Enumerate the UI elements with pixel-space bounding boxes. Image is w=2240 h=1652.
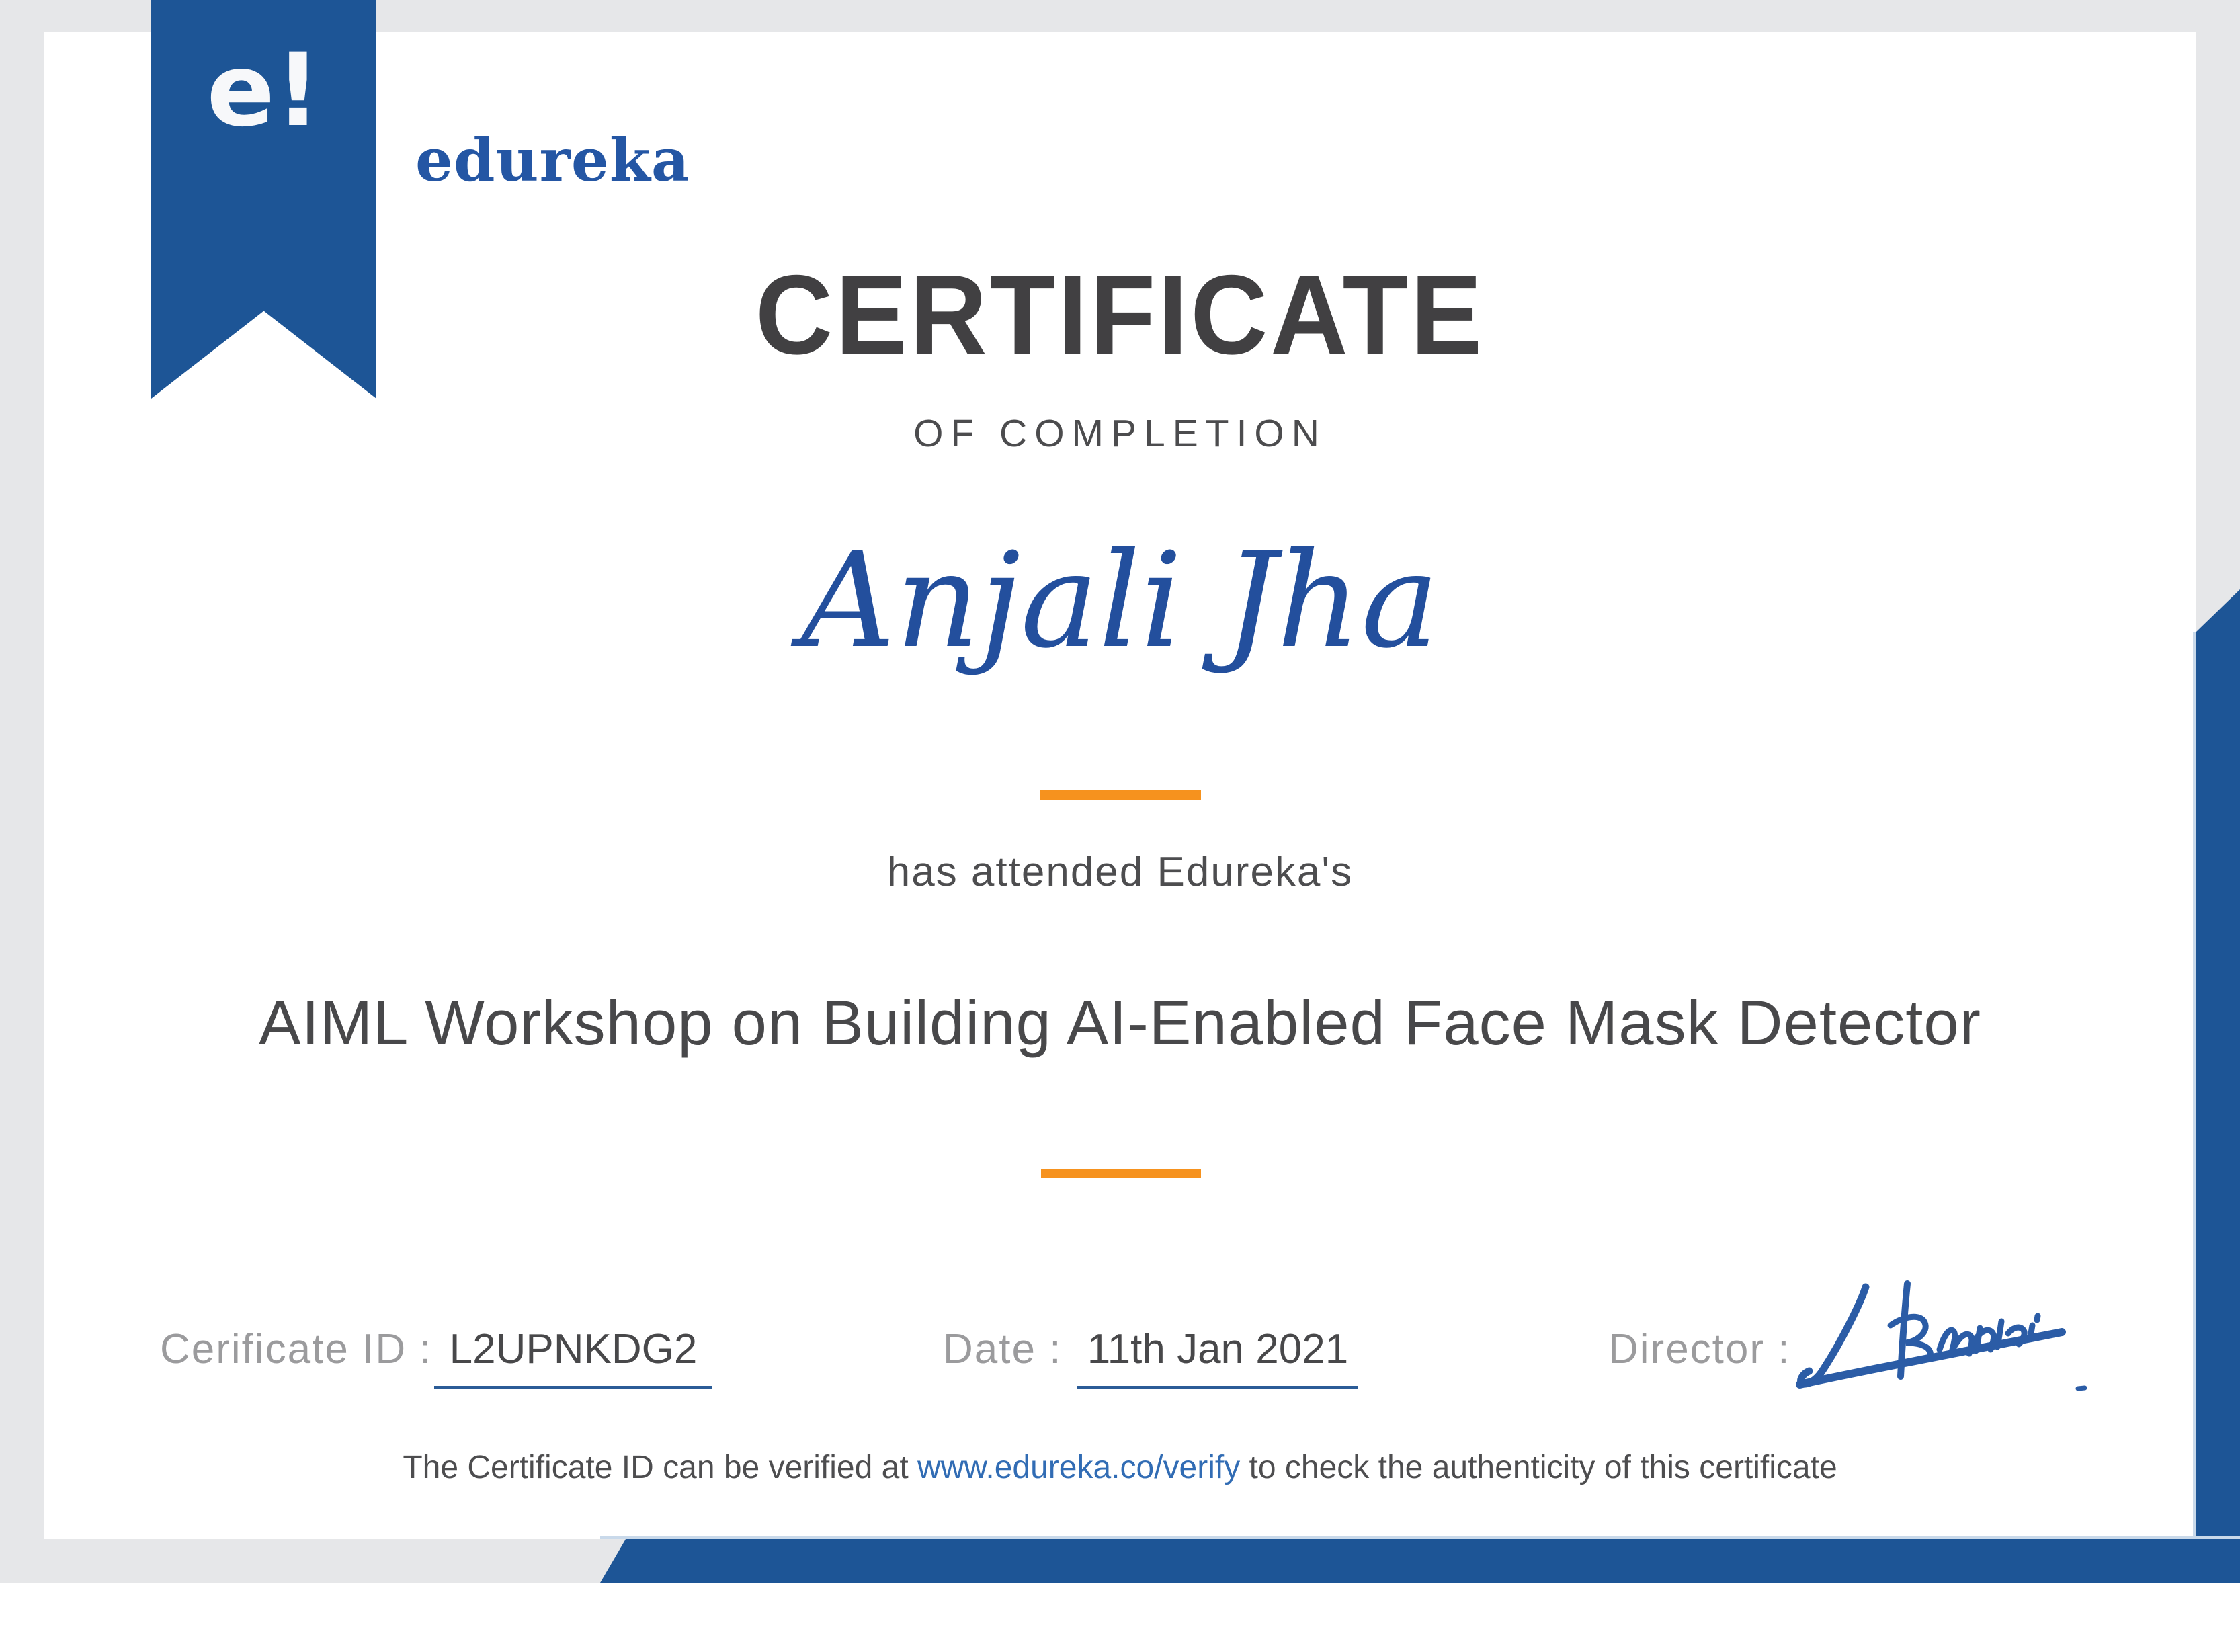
course-title: AIML Workshop on Building AI-Enabled Face Mask Detector [259,987,1981,1058]
director-signature [1780,1264,2102,1398]
date-label: Date : [943,1326,1063,1372]
edureka-logo-mark: e! [206,32,321,149]
verification-note-prefix: The Certificate ID can be verified at [403,1450,918,1485]
verify-link[interactable]: www.edureka.co/verify [917,1450,1241,1485]
orange-divider-top [1040,790,1201,800]
verification-note [0,1449,2240,1486]
certificate-subtitle: OF COMPLETION [913,412,1327,455]
bottom-margin [0,1583,2240,1652]
edureka-logo-text: edureka [415,125,690,195]
director-label: Director : [1608,1326,1791,1372]
certificate-title: CERTIFICATE [755,251,1485,378]
certificate-id-underline [434,1386,712,1389]
attended-line: has attended Edureka's [886,849,1354,895]
bottom-band-edge-highlight [600,1536,2240,1539]
date-underline [1077,1386,1358,1389]
frame-left [0,0,44,1583]
certificate-id-value: L2UPNKDG2 [449,1326,698,1372]
orange-divider-bottom [1041,1169,1201,1178]
date-value: 11th Jan 2021 [1087,1326,1349,1372]
recipient-name: Anjali Jha [800,524,1440,677]
certificate-id-label: Cerificate ID : [160,1326,433,1372]
verification-note-suffix: to check the authenticity of this certificate [1240,1450,1837,1485]
frame-right-edge-highlight [2193,632,2196,1539]
